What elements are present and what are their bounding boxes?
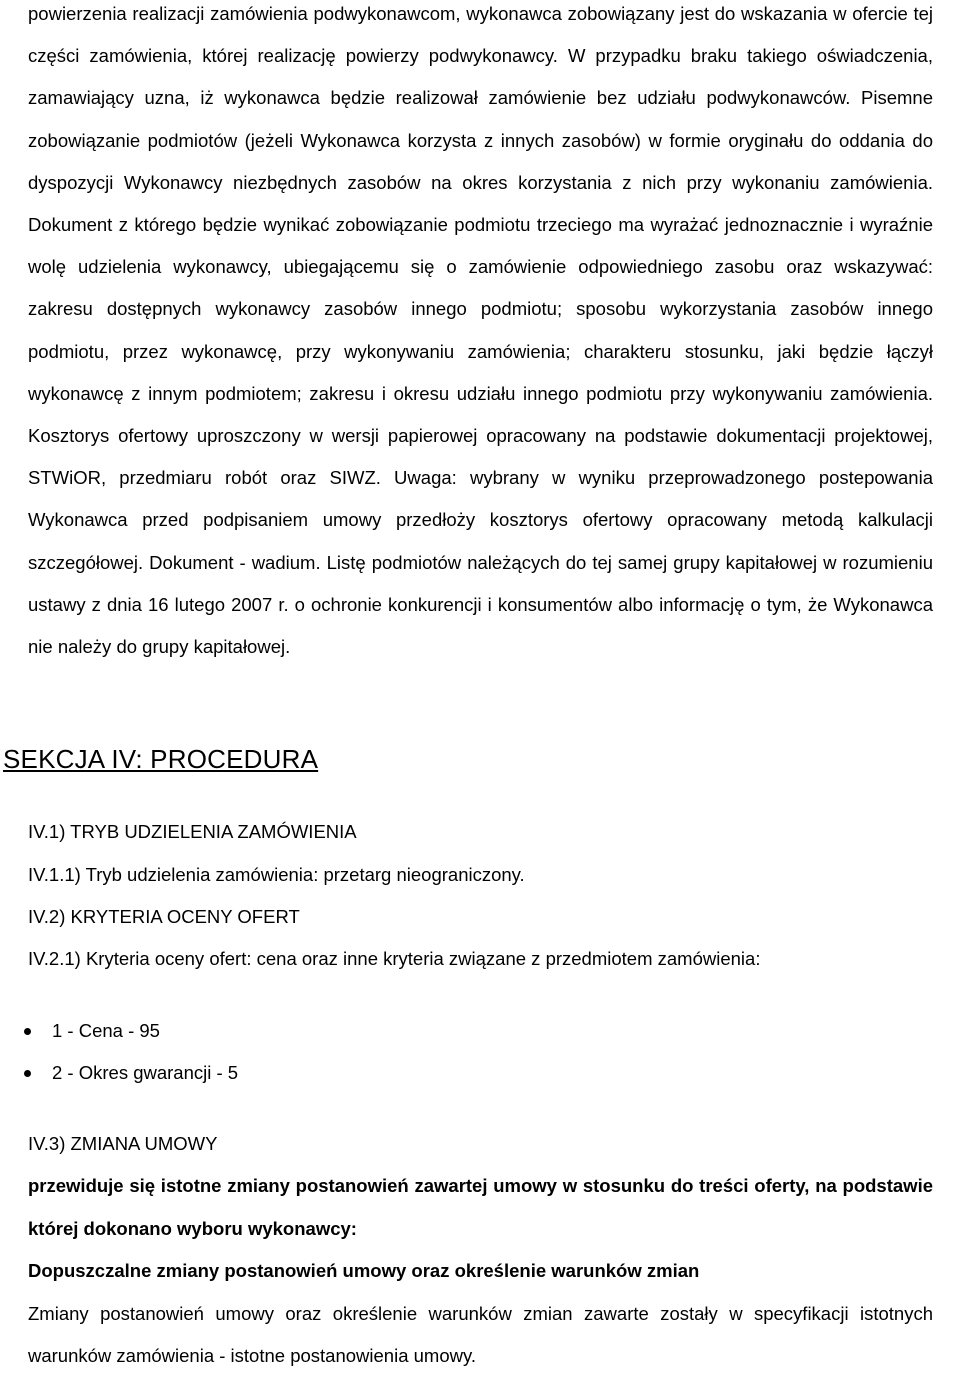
- section-heading: SEKCJA IV: PROCEDURA: [3, 744, 319, 774]
- bullet-icon: [24, 1028, 31, 1035]
- iv3-subheading: Dopuszczalne zmiany postanowień umowy oraz określenie warunków zmian: [28, 1260, 700, 1281]
- bullet-icon: [24, 1070, 31, 1077]
- iv3-intro: przewiduje się istotne zmiany postanowień zawartej umowy w stosunku do treści oferty, na podstawie której dokonano wyboru wykonawcy:: [28, 1175, 933, 1239]
- iv1-1-line: [28, 860, 525, 890]
- iv1-1-label: IV.1.1) Tryb udzielenia zamówienia:: [28, 864, 319, 885]
- iv2-heading: IV.2) KRYTERIA OCENY OFERT: [28, 906, 300, 927]
- criterion-text: 2 - Okres gwarancji - 5: [52, 1062, 239, 1083]
- iv3-body: Zmiany postanowień umowy oraz określenie warunków zmian zawarte zostały w specyfikacji istotnych warunków zamówienia - istotne postanowienia umowy.: [28, 1303, 933, 1367]
- iv2-1-value: cena oraz inne kryteria związane z przedmiotem zamówienia:: [251, 948, 761, 969]
- iv1-1-value: przetarg nieograniczony.: [318, 864, 525, 885]
- criterion-text: 1 - Cena - 95: [52, 1020, 160, 1041]
- iv3-heading: IV.3) ZMIANA UMOWY: [28, 1133, 218, 1154]
- iv2-1-label: IV.2.1) Kryteria oceny ofert:: [28, 948, 252, 969]
- iv1-heading: IV.1) TRYB UDZIELENIA ZAMÓWIENIA: [28, 821, 357, 842]
- iv2-1-line: [28, 944, 760, 974]
- body-paragraph: powierzenia realizacji zamówienia podwykonawcom, wykonawca zobowiązany jest do wskazania w ofercie tej części zamówienia, której realizację powierzy podwykonawcy. W przypadku braku takiego oświadczenia, zamawiający uzna, iż wykonawca będzie realizował zamówienie bez udziału podwykonawców. Pisemne zobowiązanie podmiotów (jeżeli Wykonawca korzysta z innych zasobów) w formie oryginału do oddania do dyspozycji Wykonawcy niezbędnych zasobów na okres korzystania z nich przy wykonaniu zamówienia. Dokument z którego będzie wynikać zobowiązanie podmiotu trzeciego ma wyrażać jednoznacznie i wyraźnie wolę udzielenia wykonawcy, ubiegającemu się o zamówienie odpowiedniego zasobu oraz wskazywać: zakresu dostępnych wykonawcy zasobów innego podmiotu; sposobu wykorzystania zasobów innego podmiotu, przez wykonawcę, przy wykonywaniu zamówienia; charakteru stosunku, jaki będzie łączył wykonawcę z innym podmiotem; zakresu i okresu udziału innego podmiotu przy wykonywaniu zamówienia. Kosztorys ofertowy uproszczony w wersji papierowej opracowany na podstawie dokumentacji projektowej, STWiOR, przedmiaru robót oraz SIWZ. Uwaga: wybrany w wyniku przeprowadzonego postepowania Wykonawca przed podpisaniem umowy przedłoży kosztorys ofertowy opracowany metodą kalkulacji szczegółowej. Dokument - wadium. Listę podmiotów należących do tej samej grupy kapitałowej w rozumieniu ustawy z dnia 16 lutego 2007 r. o ochronie konkurencji i konsumentów albo informację o tym, że Wykonawca nie należy do grupy kapitałowej.: [28, 3, 933, 658]
